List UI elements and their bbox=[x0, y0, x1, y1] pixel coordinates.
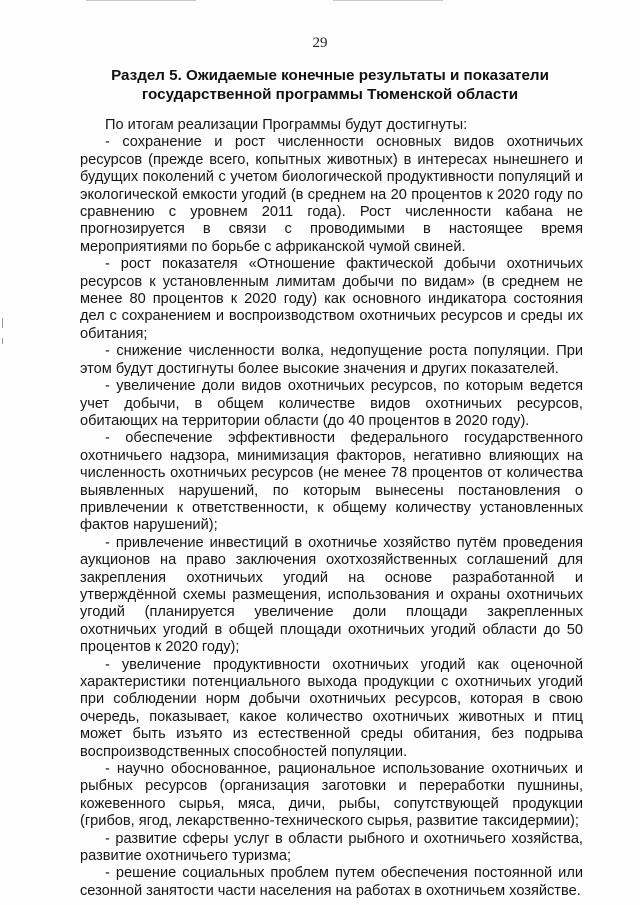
scan-edge-line-left bbox=[86, 0, 196, 1]
list-item-social-employment: - решение социальных проблем путем обеспечения постоянной или сезонной занятости части населения на работах в охотничьем хозяйстве. bbox=[80, 865, 583, 899]
list-item-services-tourism: - развитие сферы услуг в области рыбного и охотничьего хозяйства, развитие охотничьего туризма; bbox=[80, 830, 583, 865]
page-number: 29 bbox=[312, 35, 328, 51]
section-title bbox=[80, 66, 580, 104]
scan-edge-line-right bbox=[333, 0, 443, 1]
list-item-population-growth: - сохранение и рост численности основных видов охотничьих ресурсов (прежде всего, копытных животных) в интересах нынешнего и будущих поколений с учетом биологической продуктивности популяций и экологической емкости угодий (в среднем на 20 процентов к 2020 году по сравнению с уровнем 2011 года). Рост численности кабана не прогнозируется в связи с проводимыми в настоящее время мероприятиями по борьбе с африканской чумой свиней. bbox=[80, 134, 583, 255]
section-title-line-1: Раздел 5. Ожидаемые конечные результаты и показатели bbox=[111, 67, 549, 84]
list-item-accounting-share: - увеличение доли видов охотничьих ресурсов, по которым ведется учет добычи, в общем количестве видов охотничьих ресурсов, обитающих на территории области (до 40 процентов в 2020 году). bbox=[80, 378, 583, 429]
list-item-supervision-efficiency: - обеспечение эффективности федерального государственного охотничьего надзора, минимизация факторов, негативно влияющих на численность охотничьих ресурсов (не менее 78 процентов от количества выявленных нарушений, по которым вынесены постановления о привлечении к ответственности, к общему количеству установленных фактов нарушений); bbox=[80, 430, 583, 534]
scan-margin-mark bbox=[2, 318, 3, 328]
document-body bbox=[80, 117, 583, 900]
list-item-rational-use: - научно обоснованное, рациональное использование охотничьих и рыбных ресурсов (организация заготовки и переработки пушнины, кожевенного сырья, мяса, дичи, рыбы, сопутствующей продукции (грибов, ягод, лекарственно-технического сырья, развитие таксидермии); bbox=[80, 761, 583, 830]
list-item-productivity-increase: - увеличение продуктивности охотничьих угодий как оценочной характеристики потенциального выхода продукции с охотничьих угодий при соблюдении норм добычи охотничьих ресурсов, которая в свою очередь, показывает, какое количество охотничьих животных и птиц может быть изъято из естественной среды обитания, без подрыва воспроизводственных способностей популяции. bbox=[80, 656, 583, 760]
intro-paragraph: По итогам реализации Программы будут достигнуты: bbox=[105, 117, 468, 133]
list-item-wolf-reduction: - снижение численности волка, недопущение роста популяции. При этом будут достигнуты более высокие значения и других показателей. bbox=[80, 343, 583, 377]
list-item-investment-attraction: - привлечение инвестиций в охотничье хозяйство путём проведения аукционов на право заключения охотхозяйственных соглашений для закрепления охотничьих угодий на основе разработанной и утверждённой схемы размещения, использования и охраны охотничьих угодий (планируется увеличение доли площади закрепленных охотничьих угодий в общей площади охотничьих угодий области до 50 процентов к 2020 году); bbox=[80, 534, 583, 656]
section-title-line-2: государственной программы Тюменской области bbox=[141, 86, 519, 103]
list-item-harvest-ratio: - рост показателя «Отношение фактической добычи охотничьих ресурсов к установленным лимитам добычи по видам» (в среднем не менее 80 процентов к 2020 году) как основного индикатора состояния дел с сохранением и воспроизводством охотничьих ресурсов и среды их обитания; bbox=[80, 256, 583, 342]
scan-margin-mark bbox=[2, 338, 3, 344]
